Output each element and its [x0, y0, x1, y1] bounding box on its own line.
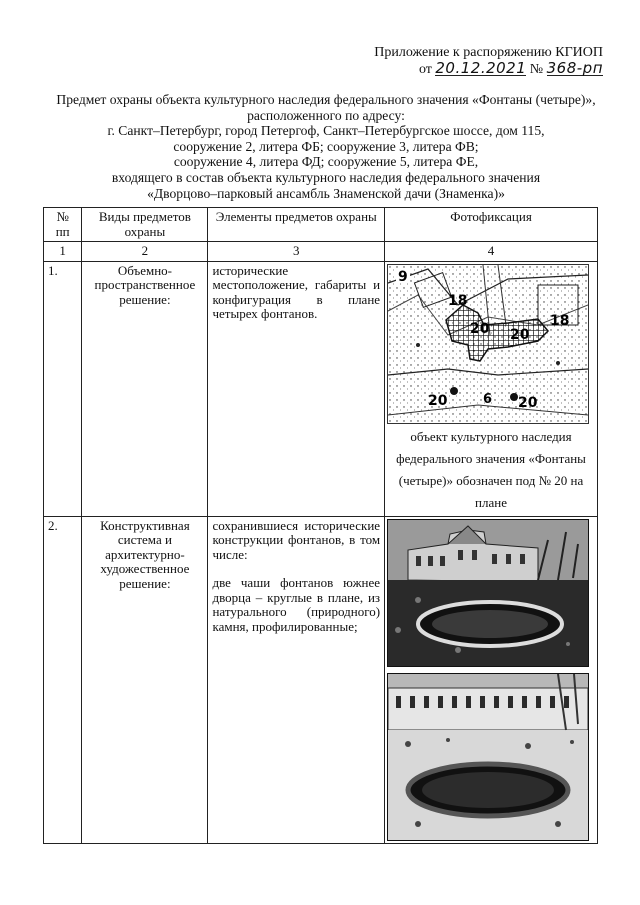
row-number: 2.: [44, 516, 82, 843]
column-number: 2: [82, 242, 208, 262]
table-row: [44, 261, 598, 516]
table-header-row: [44, 208, 598, 242]
elements-detail: две чаши фонтанов южнее дворца – круглые в плане, из натурального (природного) камня, профилированные;: [212, 575, 381, 634]
appendix-header: [374, 44, 603, 78]
handwritten-number: 368-рп: [546, 59, 603, 77]
row-number: 1.: [44, 261, 82, 516]
protection-type: Конструктивная система и архитектурно-художественное решение:: [82, 516, 208, 843]
fountain-photo-image: [388, 674, 588, 840]
fountain-photo: [387, 519, 589, 667]
map-label: 20: [518, 394, 538, 411]
header-cell: № пп: [44, 208, 82, 242]
site-plan-map: [387, 264, 589, 424]
fountain-photo: [387, 673, 589, 841]
fountain-photo-image: [388, 520, 588, 666]
protection-type: Объемно-пространственное решение:: [82, 261, 208, 516]
map-label: 6: [483, 391, 493, 407]
appendix-date-line: [374, 61, 603, 78]
protection-elements: [208, 516, 385, 843]
appendix-line: Приложение к распоряжению КГИОП: [374, 45, 603, 60]
site-plan-drawing: [388, 265, 588, 423]
title-line: входящего в состав объекта культурного наследия федерального значения: [111, 169, 541, 185]
title-line: сооружение 2, литера ФБ; сооружение 3, литера ФВ;: [173, 138, 479, 154]
table-row: [44, 516, 598, 843]
column-number: 1: [44, 242, 82, 262]
column-number: 3: [208, 242, 385, 262]
photo-cell: [385, 516, 598, 843]
header-cell: Виды предметов охраны: [82, 208, 208, 242]
map-label: 9: [398, 268, 408, 285]
protection-elements: исторические местоположение, габариты и конфигурация в плане четырех фонтанов.: [208, 261, 385, 516]
document-title: [40, 92, 612, 201]
map-label: 20: [428, 392, 448, 409]
elements-intro: сохранившиеся исторические конструкции фонтанов, в том числе:: [212, 517, 381, 562]
column-number-row: [44, 242, 598, 262]
title-line: г. Санкт–Петербург, город Петергоф, Санкт–Петербургское шоссе, дом 115,: [107, 123, 545, 139]
title-line: расположенного по адресу:: [247, 107, 405, 123]
number-sign: №: [529, 62, 544, 77]
header-cell: Элементы предметов охраны: [208, 208, 385, 242]
title-line: «Дворцово–парковый ансамбль Знаменской дачи (Знаменка)»: [147, 185, 505, 201]
map-label: 18: [550, 312, 570, 329]
handwritten-date: 20.12.2021: [435, 59, 527, 77]
title-line: Предмет охраны объекта культурного наследия федерального значения «Фонтаны (четыре)»,: [56, 92, 596, 107]
map-label: 20: [470, 320, 490, 337]
header-cell: Фотофиксация: [385, 208, 598, 242]
column-number: 4: [385, 242, 598, 262]
photo-cell: [385, 261, 598, 516]
from-label: от: [418, 62, 432, 77]
map-label: 18: [448, 292, 468, 309]
map-caption: объект культурного наследия федерального значения «Фонтаны (четыре)» обозначен под № 20 на плане: [396, 428, 586, 510]
map-label: 20: [510, 326, 530, 343]
title-line: сооружение 4, литера ФД; сооружение 5, литера ФЕ,: [173, 154, 479, 170]
protection-table: [43, 207, 598, 844]
